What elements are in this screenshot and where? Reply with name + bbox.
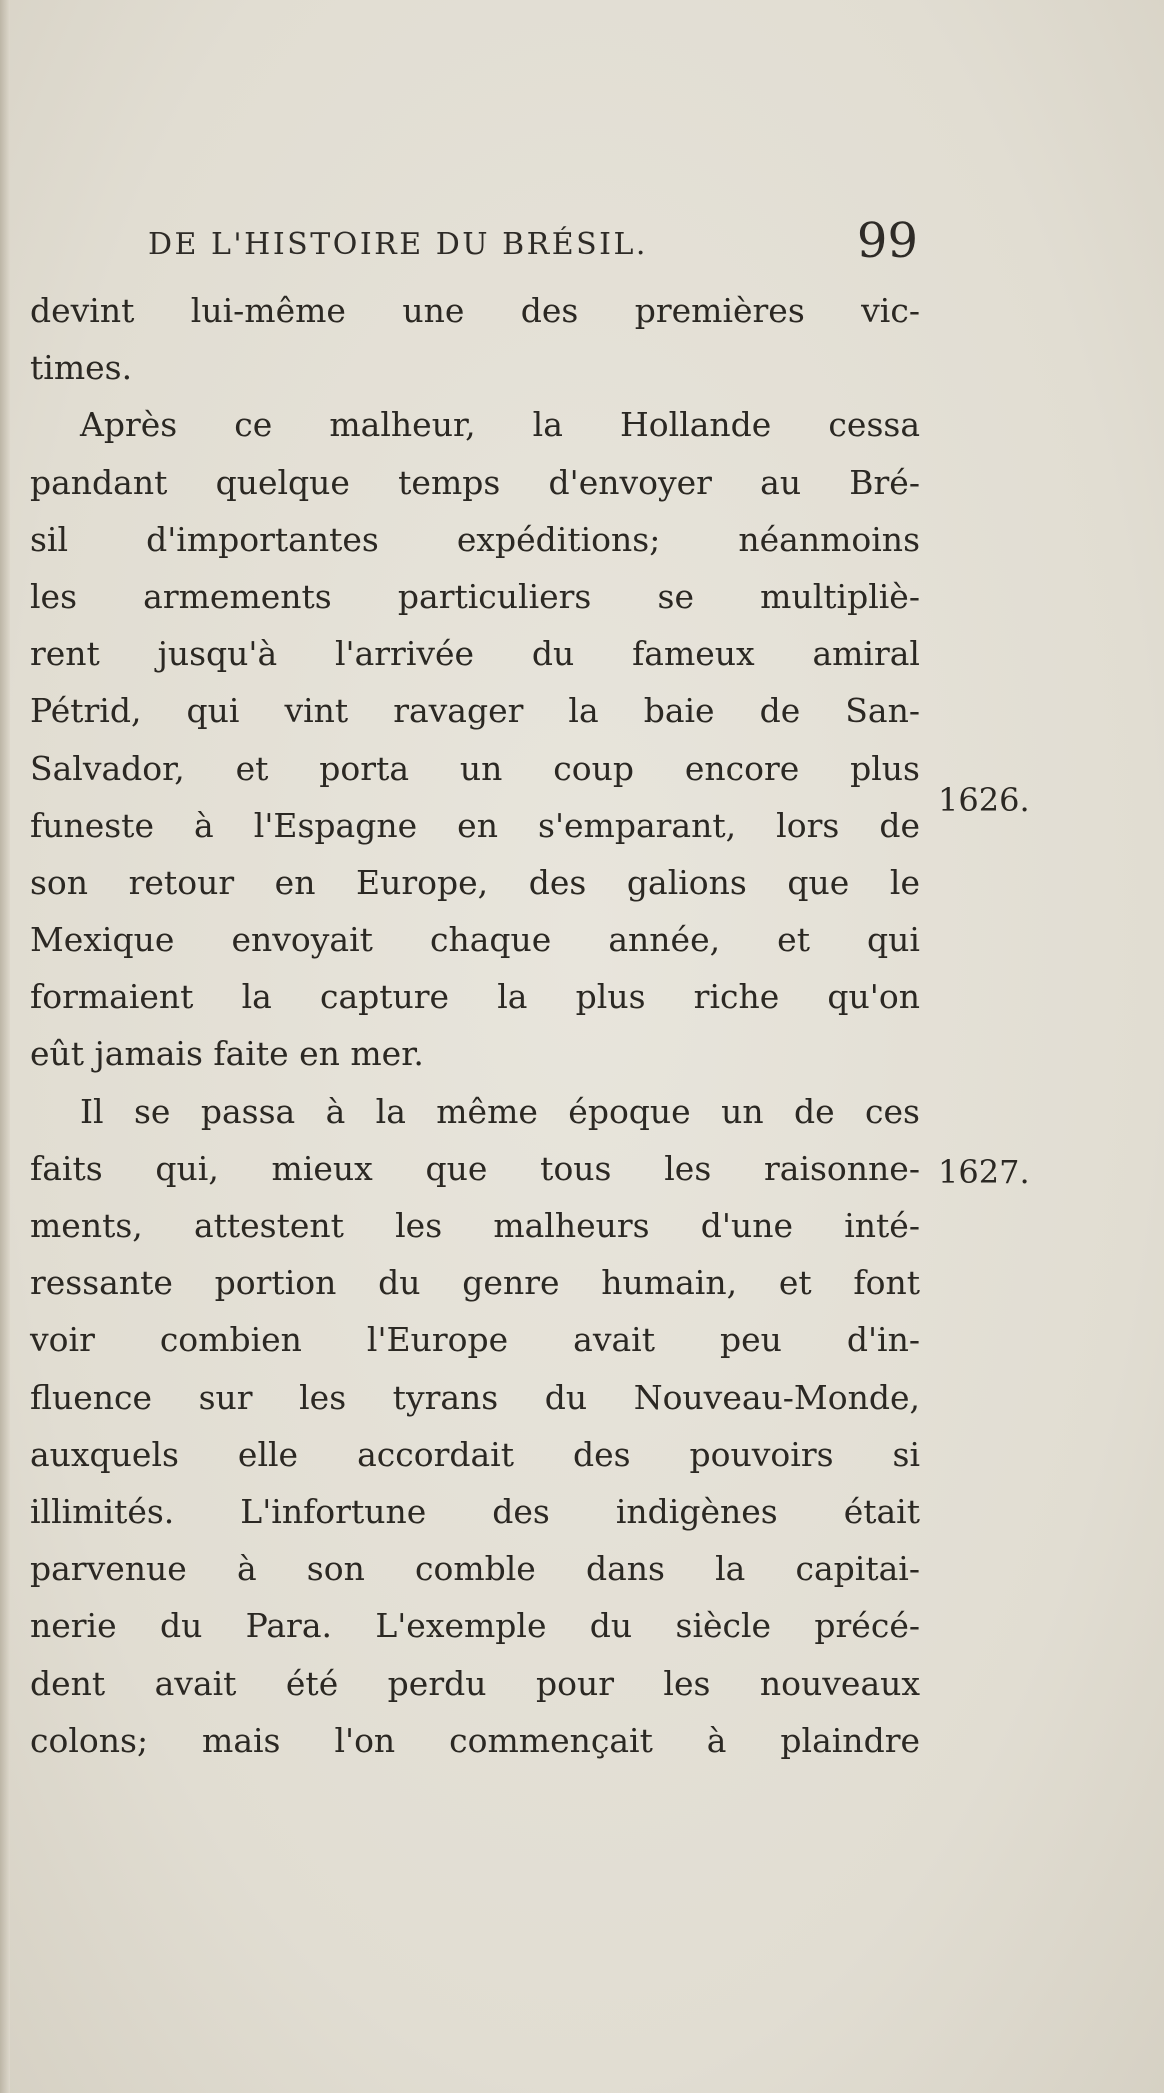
text-line: Salvador, et porta un coup encore plus [30,748,920,788]
margin-note-1627: 1627. [938,1153,1030,1191]
text-line: illimités. L'infortune des indigènes était [30,1491,920,1531]
text-line: Après ce malheur, la Hollande cessa [80,405,920,445]
margin-note-1626: 1626. [938,781,1030,819]
text-line: auxquels elle accordait des pouvoirs si [30,1434,920,1474]
text-line: ressante portion du genre humain, et font [30,1263,920,1303]
text-line: voir combien l'Europe avait peu d'in- [30,1320,920,1360]
text-line: Pétrid, qui vint ravager la baie de San- [30,691,920,731]
running-title: DE L'HISTOIRE DU BRÉSIL. [148,227,648,262]
text-line: ments, attestent les malheurs d'une inté- [30,1206,920,1245]
text-line: les armements particuliers se multipliè- [30,576,920,616]
text-line: Mexique envoyait chaque année, et qui [30,920,920,960]
text-line: dent avait été perdu pour les nouveaux [30,1663,920,1703]
text-line: fluence sur les tyrans du Nouveau-Monde, [30,1377,920,1417]
body-text [30,282,920,1769]
text-line: nerie du Para. L'exemple du siècle précé- [30,1606,920,1646]
text-line: sil d'importantes expéditions; néanmoins [30,519,920,559]
text-line: devint lui-même une des premières vic- [30,291,920,330]
text-line: parvenue à son comble dans la capitai- [30,1549,920,1589]
text-line: colons; mais l'on commençait à plaindre [30,1720,920,1760]
text-line: eût jamais faite en mer. [30,1034,424,1074]
page-header [148,205,918,275]
page-binding-edge [0,0,10,2093]
text-line: formaient la capture la plus riche qu'on [30,977,920,1017]
page-number: 99 [856,213,918,269]
text-line: times. [30,348,133,388]
text-line: faits qui, mieux que tous les raisonne- [30,1148,920,1188]
text-line: funeste à l'Espagne en s'emparant, lors de [30,805,920,845]
text-line: son retour en Europe, des galions que le [30,862,920,902]
text-line: rent jusqu'à l'arrivée du fameux amiral [30,634,920,674]
text-line: pandant quelque temps d'envoyer au Bré- [30,462,920,502]
text-line: Il se passa à la même époque un de ces [80,1091,920,1131]
